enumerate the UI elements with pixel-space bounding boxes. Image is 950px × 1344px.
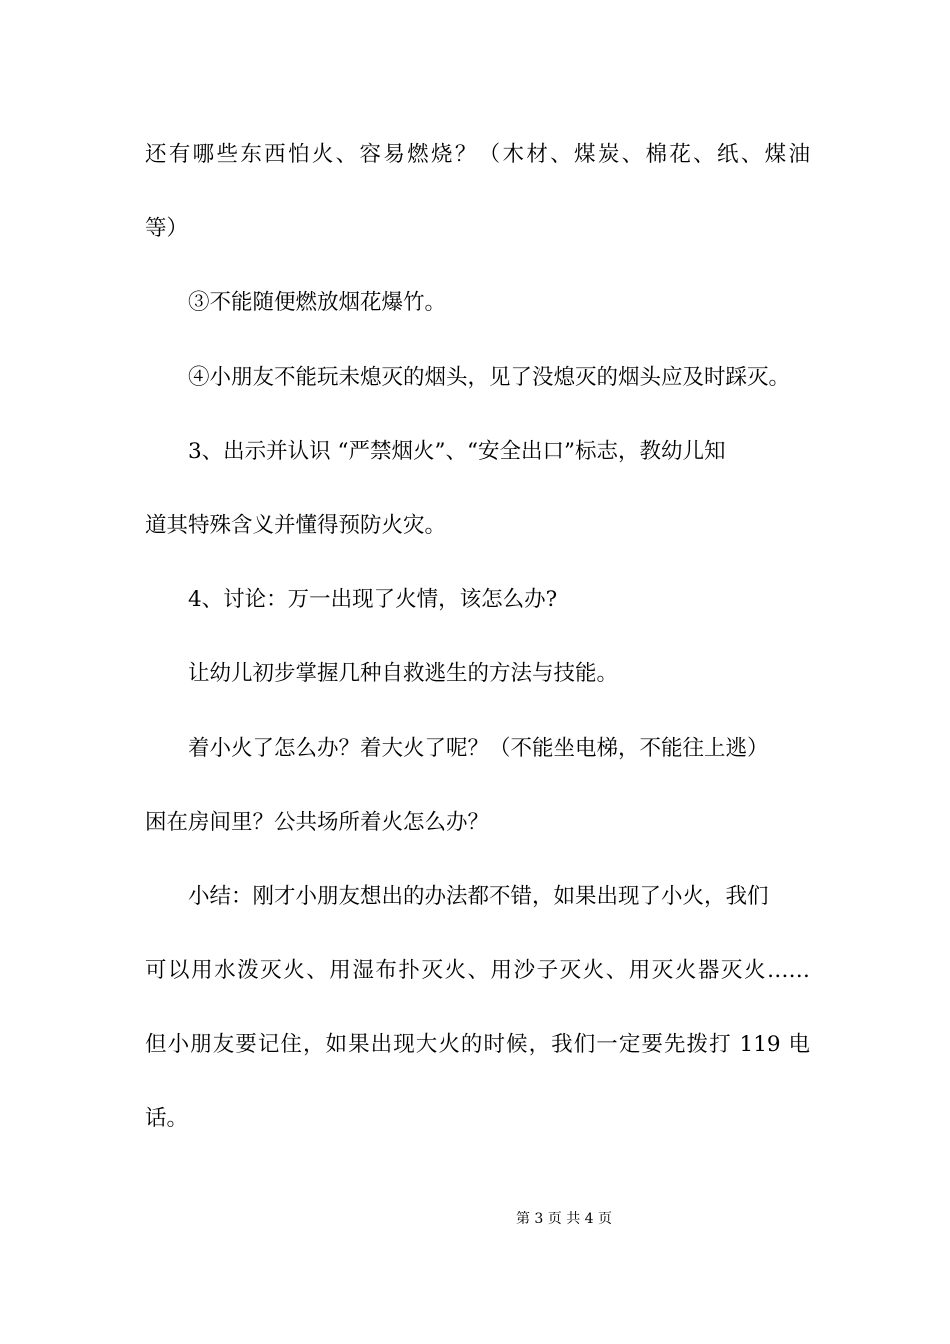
page-footer xyxy=(0,1208,950,1228)
text-line-3: ③不能随便燃放烟花爆竹。 xyxy=(188,290,447,316)
text-line-10: 困在房间里？公共场所着火怎么办？ xyxy=(145,809,490,835)
text-line-7: 4、讨论：万一出现了火情，该怎么办? xyxy=(188,587,558,613)
text-line-12: 可以用水泼灭火、用湿布扑灭火、用沙子灭火、用灭火器灭火…… xyxy=(145,958,810,984)
text-line-9: 着小火了怎么办？着大火了呢？（不能坐电梯，不能往上逃） xyxy=(188,735,769,761)
text-line-2: 等） xyxy=(145,216,189,242)
text-line-5: 3、出示并认识 “严禁烟火”、“安全出口”标志，教幼儿知 xyxy=(188,438,726,464)
text-line-4: ④小朋友不能玩未熄灭的烟头，见了没熄灭的烟头应及时踩灭。 xyxy=(188,364,791,390)
text-line-13: 但小朋友要记住，如果出现大火的时候，我们一定要先拨打 119 电 xyxy=(145,1032,810,1058)
text-line-8: 让幼儿初步掌握几种自救逃生的方法与技能。 xyxy=(188,661,619,687)
text-line-6: 道其特殊含义并懂得预防火灾。 xyxy=(145,512,447,538)
document-body xyxy=(145,118,810,1157)
page-number: 第 3 页 共 4 页 xyxy=(515,1211,613,1227)
text-line-1: 还有哪些东西怕火、容易燃烧？（木材、煤炭、棉花、纸、煤油 xyxy=(145,142,810,167)
text-line-11: 小结：刚才小朋友想出的办法都不错，如果出现了小火，我们 xyxy=(188,883,769,909)
text-line-14: 话。 xyxy=(145,1106,189,1132)
